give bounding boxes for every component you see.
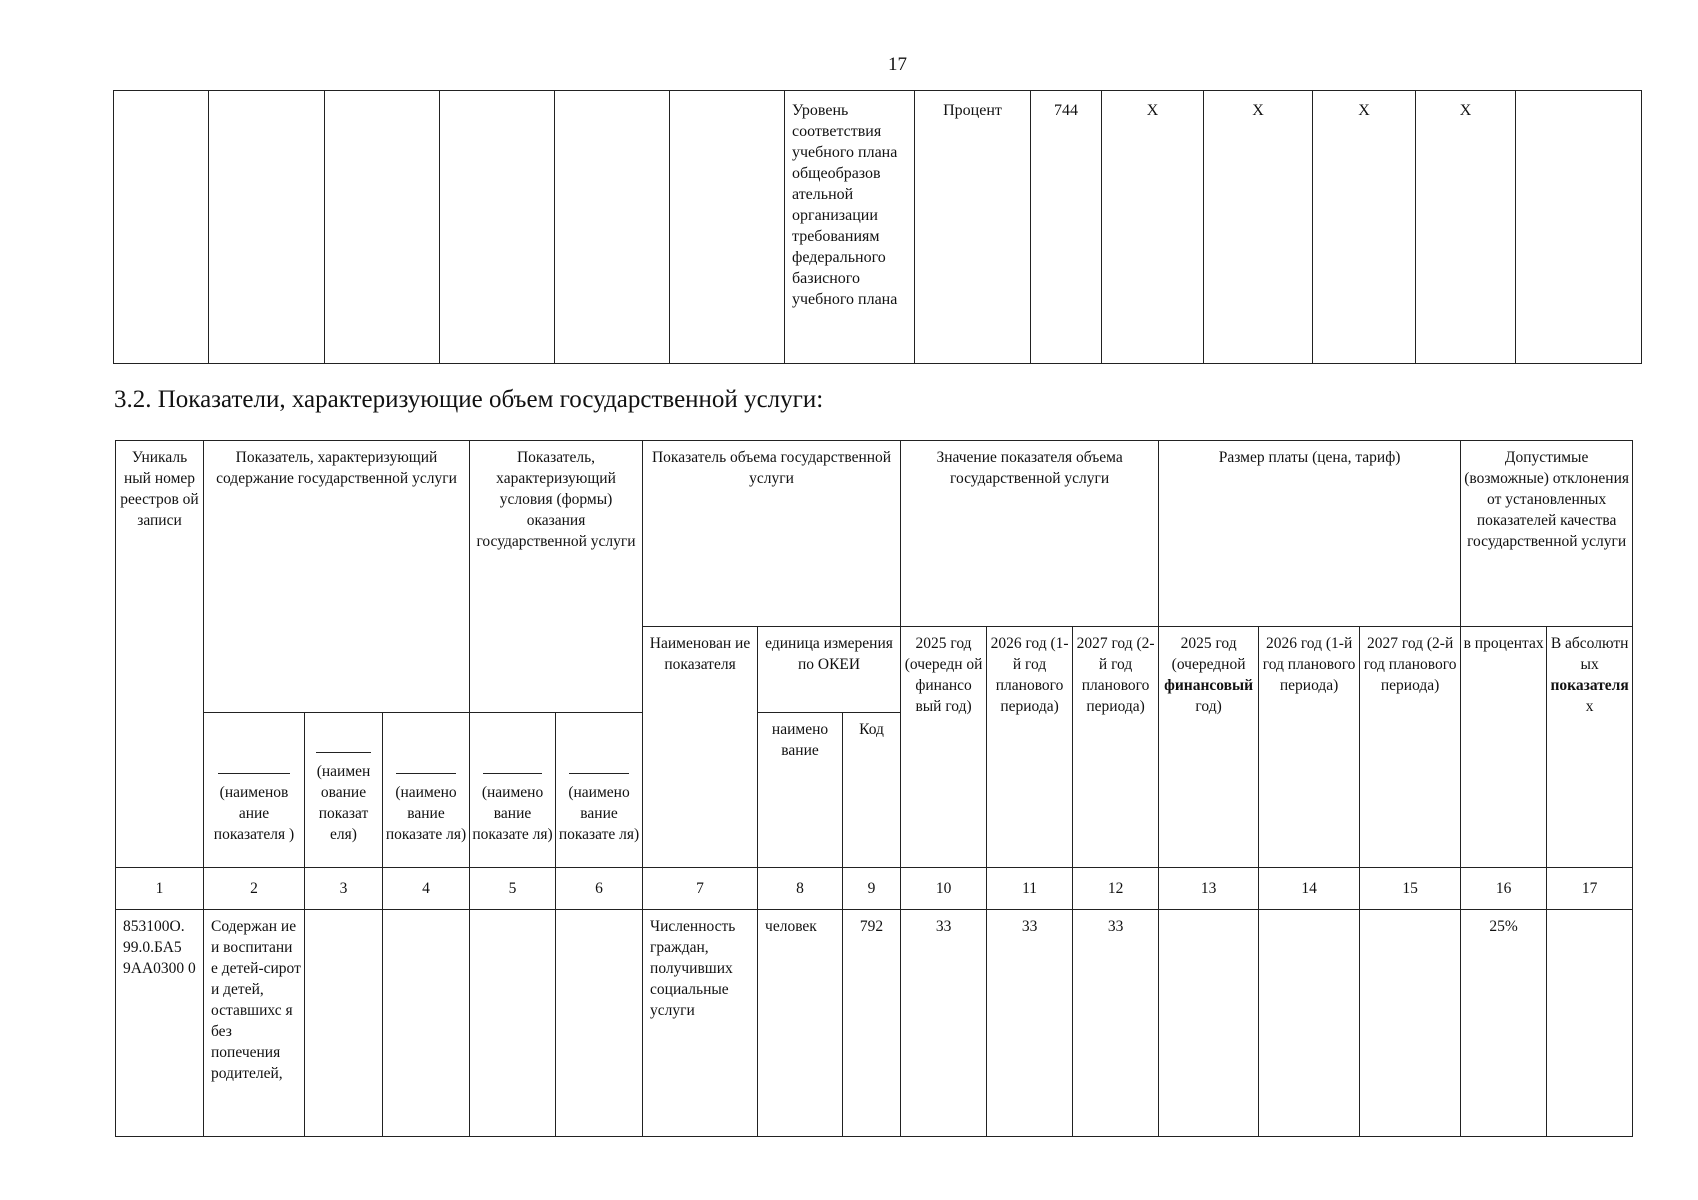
header-fee-2026: 2026 год (1-й год планового периода) <box>1259 627 1360 868</box>
empty-cell <box>114 91 209 364</box>
unit-name: Процент <box>915 91 1031 364</box>
empty-cell <box>1547 910 1633 1137</box>
column-number: 6 <box>556 868 643 910</box>
content-indicator: Содержан ие и воспитани е детей-сирот и детей, оставшихс я без попечения родителей, <box>204 910 305 1137</box>
unit-name: человек <box>758 910 843 1137</box>
header-deviation-percent: в процентах <box>1461 627 1547 868</box>
page-number: 17 <box>888 54 907 75</box>
header-sub-indicator-4 <box>383 713 470 868</box>
sub-label: (наименов ание показателя ) <box>213 784 295 843</box>
value-cell: X <box>1313 91 1416 364</box>
header-unit-code: Код <box>843 713 901 868</box>
empty-cell <box>1360 910 1461 1137</box>
header-content-indicator: Показатель, характеризующий содержание государственной услуги <box>204 441 470 713</box>
header-fee-2025-part: финансовый <box>1164 677 1254 694</box>
header-value-2027: 2027 год (2-й год планового периода) <box>1073 627 1159 868</box>
header-fee-2025 <box>1159 627 1259 868</box>
value-cell: X <box>1204 91 1313 364</box>
header-sub-indicator-5 <box>470 713 556 868</box>
column-number-row <box>116 868 1633 910</box>
registry-number: 853100О. 99.0.БА5 9АА0300 0 <box>116 910 204 1137</box>
header-indicator-name: Наименован ие показателя <box>643 627 758 868</box>
column-number: 15 <box>1360 868 1461 910</box>
header-fee: Размер платы (цена, тариф) <box>1159 441 1461 627</box>
column-number: 5 <box>470 868 556 910</box>
sub-label: (наимено вание показате ля) <box>472 784 553 843</box>
unit-code: 792 <box>843 910 901 1137</box>
empty-cell <box>555 91 670 364</box>
column-number: 13 <box>1159 868 1259 910</box>
indicator-name: Численность граждан, получивших социальные услуги <box>643 910 758 1137</box>
empty-cell <box>305 910 383 1137</box>
column-number: 16 <box>1461 868 1547 910</box>
unit-code: 744 <box>1031 91 1102 364</box>
column-number: 11 <box>987 868 1073 910</box>
column-number: 10 <box>901 868 987 910</box>
column-number: 3 <box>305 868 383 910</box>
value-cell: X <box>1102 91 1204 364</box>
header-unit-name: наимено вание <box>758 713 843 868</box>
table-row <box>114 91 1642 364</box>
column-number: 4 <box>383 868 470 910</box>
empty-cell <box>209 91 325 364</box>
column-number: 14 <box>1259 868 1360 910</box>
column-number: 1 <box>116 868 204 910</box>
header-sub-indicator-3 <box>305 713 383 868</box>
value-2025: 33 <box>901 910 987 1137</box>
column-number: 9 <box>843 868 901 910</box>
header-value-2026: 2026 год (1-й год планового периода) <box>987 627 1073 868</box>
header-okei-unit: единица измерения по ОКЕИ <box>758 627 901 713</box>
deviation-percent: 25% <box>1461 910 1547 1137</box>
column-number: 17 <box>1547 868 1633 910</box>
value-2026: 33 <box>987 910 1073 1137</box>
empty-cell <box>1159 910 1259 1137</box>
header-sub-indicator-2 <box>204 713 305 868</box>
empty-cell <box>556 910 643 1137</box>
indicator-name: Уровень соответствия учебного плана общеобразов ательной организации требованиям федерального базисного учебного плана <box>785 91 915 364</box>
column-number: 2 <box>204 868 305 910</box>
empty-cell <box>470 910 556 1137</box>
header-deviation-absolute <box>1547 627 1633 868</box>
sub-label: (наимено вание показате ля) <box>558 784 640 843</box>
empty-cell <box>1259 910 1360 1137</box>
header-volume-indicator: Показатель объема государственной услуги <box>643 441 901 627</box>
sub-label: (наимен ование показат еля) <box>316 763 371 843</box>
header-fee-2027: 2027 год (2-й год планового периода) <box>1360 627 1461 868</box>
column-number: 8 <box>758 868 843 910</box>
table-row <box>116 910 1633 1137</box>
empty-cell <box>1516 91 1642 364</box>
value-2027: 33 <box>1073 910 1159 1137</box>
column-number: 7 <box>643 868 758 910</box>
quality-indicators-table-continued <box>113 90 1642 364</box>
header-conditions-indicator: Показатель, характеризующий условия (формы) оказания государственной услуги <box>470 441 643 713</box>
header-deviation: Допустимые (возможные) отклонения от установленных показателей качества государственной услуги <box>1461 441 1633 627</box>
section-title: 3.2. Показатели, характеризующие объем государственной услуги: <box>114 386 824 413</box>
empty-cell <box>325 91 440 364</box>
header-volume-value: Значение показателя объема государственной услуги <box>901 441 1159 627</box>
empty-cell <box>383 910 470 1137</box>
header-abs-part: В абсолютн ых <box>1550 635 1629 673</box>
header-abs-part: х <box>1585 698 1594 715</box>
empty-cell <box>440 91 555 364</box>
header-row <box>116 441 1633 627</box>
empty-cell <box>670 91 785 364</box>
header-sub-indicator-6 <box>556 713 643 868</box>
header-abs-part: показателя <box>1550 677 1629 694</box>
column-number: 12 <box>1073 868 1159 910</box>
volume-indicators-table <box>115 440 1633 1137</box>
header-unique-number: Уникаль ный номер реестров ой записи <box>116 441 204 868</box>
header-value-2025: 2025 год (очередн ой финансо вый год) <box>901 627 987 868</box>
header-fee-2025-part: год) <box>1195 698 1222 715</box>
sub-label: (наимено вание показате ля) <box>385 784 467 843</box>
value-cell: X <box>1416 91 1516 364</box>
header-fee-2025-part: 2025 год (очередной <box>1171 635 1246 673</box>
